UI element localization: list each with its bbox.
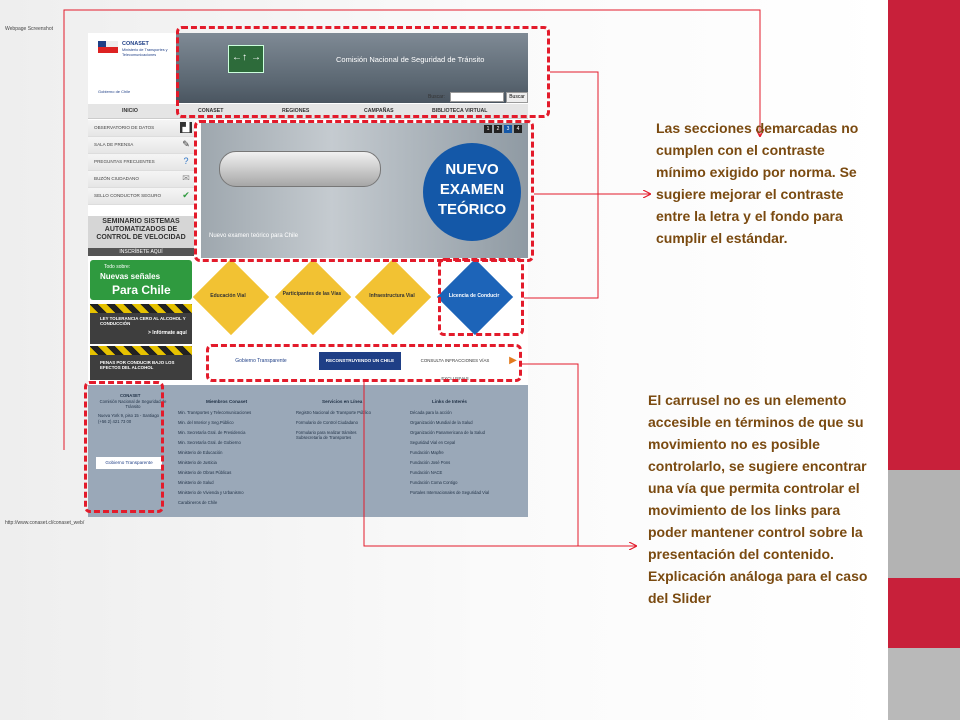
footer-link[interactable]: Fundación Coma Contigo — [410, 480, 458, 485]
nav-item-biblioteca[interactable]: BIBLIOTECA VIRTUAL — [432, 108, 488, 114]
search-label: Buscar: — [428, 94, 445, 100]
footer-inst-phone: (+56 2) 421 73 00 — [98, 419, 132, 424]
diamond-label: Infraestructura Vial — [369, 293, 415, 299]
nav-item-campanas[interactable]: CAMPAÑAS — [364, 108, 394, 114]
badge-line2: EXAMEN — [439, 181, 505, 198]
footer-link[interactable]: Fundación José Pons — [410, 460, 451, 465]
senales-line2: Nuevas señales — [100, 272, 161, 281]
footer-link[interactable]: Min. Transportes y Telecomunicaciones — [178, 410, 252, 415]
footer-link[interactable]: Registro Nacional de Transporte Público — [296, 410, 371, 415]
footer-link[interactable]: Década para la acción — [410, 410, 452, 415]
footer-link[interactable]: Organización Mundial de la Salud — [410, 420, 473, 425]
footer-col1-title: Miembros Conaset — [206, 399, 248, 404]
footer-link[interactable]: Min. Secretaría Gral. de Gobierno — [178, 440, 241, 445]
question-icon: ? — [183, 156, 189, 166]
footer-link[interactable]: Fundación NACE — [410, 470, 443, 475]
logo-gov: Gobierno de Chile — [98, 89, 131, 94]
sidebar-item-label: SELLO CONDUCTOR SEGURO — [94, 193, 162, 198]
carousel-item-reconstruyendo[interactable]: RECONSTRUYENDO UN CHILE MEJOR — [319, 352, 401, 370]
footer-gobierno-transparente[interactable]: Gobierno Transparente — [96, 457, 162, 469]
nav-item-conaset[interactable]: CONASET — [198, 108, 224, 114]
road-sign-icon: ← ↑ → — [228, 45, 264, 73]
slider-page-1[interactable]: 1 — [484, 125, 492, 133]
footer-link[interactable]: Seguridad Vial en Cepal — [410, 440, 456, 445]
carousel-next-icon[interactable]: ▶ — [509, 355, 517, 366]
senales-line3: Para Chile — [112, 283, 171, 297]
slider-page-4[interactable]: 4 — [514, 125, 522, 133]
annotation-carousel: El carrusel no es un elemento accesible en términos de que su movimiento no es posible controlarlo, se sugiere encontrar una vía que permita controlar el movimiento de los links para poder mantener control sobre la presentación del contenido. Explicación análoga para el caso del Slider — [648, 392, 868, 606]
footer-inst-name: CONASET — [120, 393, 141, 398]
annotation-contrast: Las secciones demarcadas no cumplen con el contraste mínimo exigido por norma. Se sugiere mejorar el contraste entre la letra y el fondo para cumplir el estándar. — [656, 120, 859, 246]
pen-icon: ✎ — [182, 139, 190, 149]
footer-link[interactable]: Organización Panamericana de la Salud — [410, 430, 485, 435]
senales-line1: Todo sobre: — [104, 264, 131, 270]
footer-link[interactable]: Ministerio de Salud — [178, 480, 214, 485]
screenshot-caption: Webpage Screenshot — [5, 26, 53, 32]
slider-caption: Nuevo examen teórico para Chile — [209, 233, 299, 239]
footer-link[interactable]: Ministerio de Vivienda y Urbanismo — [178, 490, 244, 495]
logo-title: CONASET — [122, 41, 149, 47]
slider-page-3[interactable]: 3 — [504, 125, 512, 133]
diamond-label: Educación Vial — [210, 293, 246, 299]
carousel-item-consulta-infracciones[interactable]: CONSULTA INFRACCIONES VÍAS EXCLUSIVAS — [420, 358, 490, 381]
screenshot-url: http://www.conaset.cl/conaset_web/ — [5, 520, 85, 526]
chart-icon: ▟ — [180, 122, 192, 133]
footer-link[interactable]: Portales Internacionales de Seguridad Vial — [410, 490, 490, 495]
badge-line1: NUEVO — [445, 161, 499, 178]
footer-inst-addr: Nueva York 9, piso 15 - Santiago — [98, 413, 159, 418]
banner-title: Comisión Nacional de Seguridad de Tránsito — [336, 55, 485, 64]
footer-link[interactable]: Formulario para realizar trámites Subsecretaría de Transportes — [296, 430, 357, 440]
diamond-label: Licencia de Conducir — [448, 293, 500, 299]
footer-link[interactable]: Min. del Interior y Seg.Público — [178, 420, 234, 425]
footer-col2-title: Servicios en Línea — [322, 399, 363, 404]
sidebar-item-label: BUZÓN CIUDADANO — [94, 176, 139, 181]
slider-page-2[interactable]: 2 — [494, 125, 502, 133]
mail-icon: ✉ — [182, 173, 190, 183]
nav-item-inicio[interactable]: INICIO — [122, 108, 138, 114]
promo1-text: LEY TOLERANCIA CERO AL ALCOHOL Y CONDUCCIÓN — [100, 316, 186, 326]
carousel-item-gobierno-transparente[interactable]: Gobierno Transparente — [235, 358, 287, 364]
footer-link[interactable]: Min. Secretaría Gral. de Presidencia — [178, 430, 246, 435]
footer-link[interactable]: Carabineros de Chile — [178, 500, 218, 505]
sidebar-item-label: OBSERVATORIO DE DATOS — [94, 125, 155, 130]
footer-link[interactable]: Ministerio de Educación — [178, 450, 223, 455]
footer-link[interactable]: Fundación Mapfre — [410, 450, 444, 455]
footer-link[interactable]: Ministerio de Justicia — [178, 460, 217, 465]
footer-col3-title: Links de Interés — [432, 399, 467, 404]
sidebar-item-label: SALA DE PRENSA — [94, 142, 134, 147]
promo2-text: PENAS POR CONDUCIR BAJO LOS EFECTOS DEL ALCOHOL — [100, 360, 175, 370]
check-icon: ✔ — [182, 190, 190, 200]
seminar-text: SEMINARIO SISTEMAS AUTOMATIZADOS DE CONTROL DE VELOCIDAD — [96, 218, 186, 241]
logo-subtitle: Ministerio de Transportes y Telecomunicaciones — [122, 48, 168, 57]
diamond-label: Participantes de las Vías — [282, 291, 342, 297]
sidebar-item-label: PREGUNTAS FRECUENTES — [94, 159, 155, 164]
seminar-cta: INSCRÍBETE AQUÍ — [88, 248, 194, 256]
search-button[interactable]: Buscar — [506, 92, 528, 103]
footer-inst-full: Comisión Nacional de Seguridad de Tránsito — [99, 399, 167, 409]
footer-link[interactable]: Formulario de Control Ciudadano — [296, 420, 358, 425]
promo1-cta: > Infórmate aquí — [148, 330, 187, 336]
badge-line3: TEÓRICO — [437, 201, 507, 218]
nav-item-regiones[interactable]: REGIONES — [282, 108, 310, 114]
footer-link[interactable]: Ministerio de Obras Públicas — [178, 470, 232, 475]
